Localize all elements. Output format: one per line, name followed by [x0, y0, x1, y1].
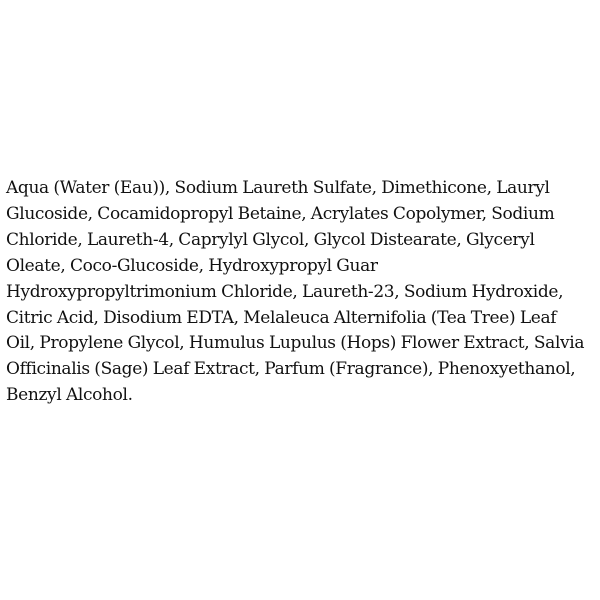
- ingredients-line: Glucoside, Cocamidopropyl Betaine, Acrylates Copolymer, Sodium: [6, 203, 555, 224]
- ingredients-line: Hydroxypropyltrimonium Chloride, Laureth-23, Sodium Hydroxide,: [6, 281, 564, 302]
- ingredients-line: Oleate, Coco-Glucoside, Hydroxypropyl Guar: [6, 255, 378, 276]
- ingredients-line: Citric Acid, Disodium EDTA, Melaleuca Alternifolia (Tea Tree) Leaf: [6, 307, 557, 328]
- ingredients-line: Benzyl Alcohol.: [6, 385, 133, 406]
- ingredients-line: Oil, Propylene Glycol, Humulus Lupulus (Hops) Flower Extract, Salvia: [6, 333, 585, 354]
- ingredients-line: Aqua (Water (Eau)), Sodium Laureth Sulfate, Dimethicone, Lauryl: [6, 178, 550, 198]
- ingredients-line: Officinalis (Sage) Leaf Extract, Parfum (Fragrance), Phenoxyethanol,: [6, 359, 576, 380]
- ingredients-line: Chloride, Laureth-4, Caprylyl Glycol, Glycol Distearate, Glyceryl: [6, 229, 535, 250]
- ingredients-list: [6, 176, 594, 409]
